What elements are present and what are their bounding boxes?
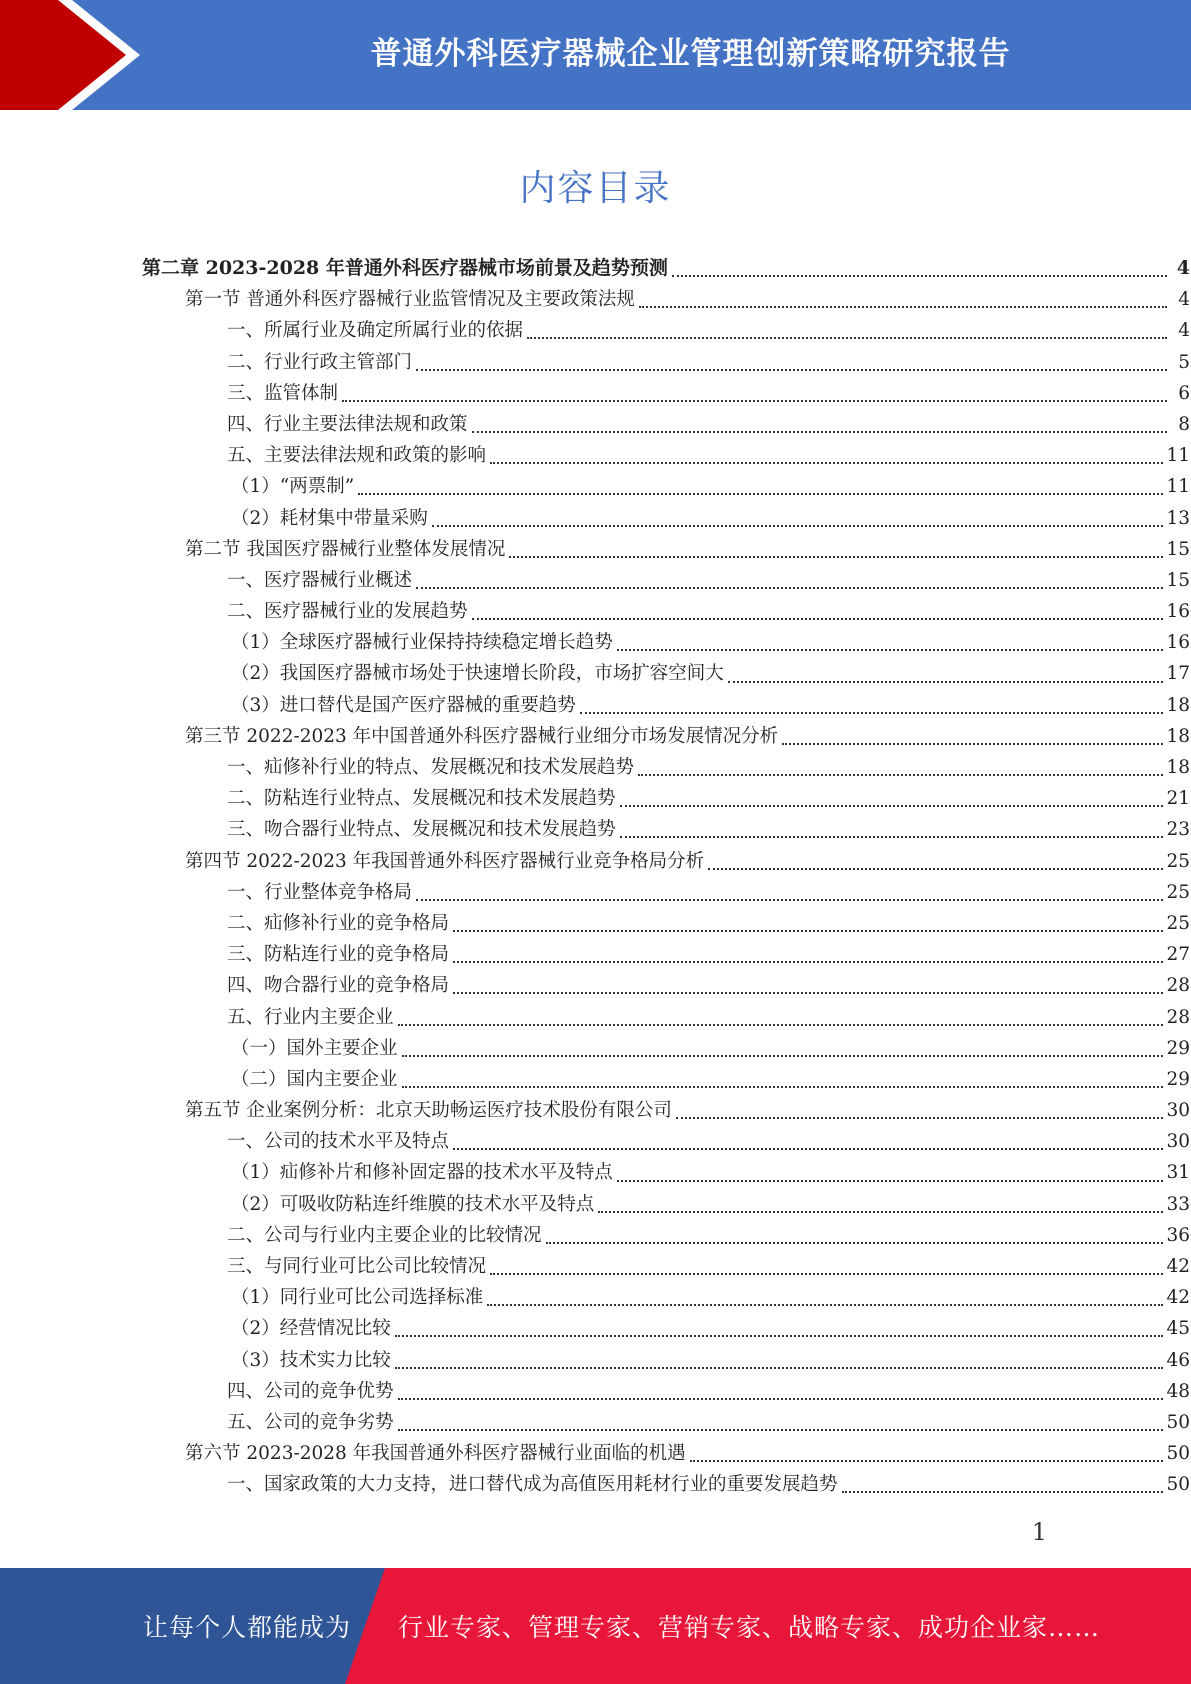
toc-entry-page: 31 xyxy=(1166,1162,1190,1184)
toc-entry-title: 一、行业整体竞争格局 xyxy=(227,881,413,903)
toc-entry-title: （2）耗材集中带量采购 xyxy=(231,507,428,529)
toc-entry-title: 第三节 2022-2023 年中国普通外科医疗器械行业细分市场发展情况分析 xyxy=(185,725,779,747)
toc-dot-leader xyxy=(453,1147,1163,1150)
toc-dot-leader xyxy=(620,804,1164,807)
toc-dot-leader xyxy=(676,1116,1164,1119)
toc-entry[interactable] xyxy=(0,721,1190,752)
toc-entry[interactable] xyxy=(0,347,1190,378)
toc-entry[interactable] xyxy=(0,1438,1190,1469)
toc-entry[interactable] xyxy=(0,565,1190,596)
toc-entry[interactable] xyxy=(0,409,1190,440)
toc-entry-title: 一、国家政策的大力支持，进口替代成为高值医用耗材行业的重要发展趋势 xyxy=(227,1474,838,1496)
toc-entry-title: 五、行业内主要企业 xyxy=(227,1006,394,1028)
toc-dot-leader xyxy=(638,773,1163,776)
toc-entry[interactable] xyxy=(0,627,1190,658)
toc-entry[interactable] xyxy=(0,1189,1190,1220)
toc-entry[interactable] xyxy=(0,503,1190,534)
toc-entry-page: 48 xyxy=(1166,1380,1190,1402)
toc-entry[interactable] xyxy=(0,1469,1190,1500)
toc-entry-title: （2）我国医疗器械市场处于快速增长阶段，市场扩容空间大 xyxy=(231,663,724,685)
toc-entry-page: 45 xyxy=(1166,1318,1190,1340)
toc-entry[interactable] xyxy=(0,970,1190,1001)
toc-entry[interactable] xyxy=(0,1345,1190,1376)
toc-entry-page: 33 xyxy=(1166,1193,1190,1215)
toc-entry[interactable] xyxy=(0,783,1190,814)
footer-slogan-right: 行业专家、管理专家、营销专家、战略专家、成功企业家…… xyxy=(398,1613,1101,1642)
table-of-contents xyxy=(0,253,1191,1501)
toc-entry-title: 一、疝修补行业的特点、发展概况和技术发展趋势 xyxy=(227,757,635,778)
toc-dot-leader xyxy=(398,1397,1164,1400)
toc-entry-title: 三、防粘连行业的竞争格局 xyxy=(227,944,450,966)
toc-entry-page: 6 xyxy=(1178,382,1190,404)
toc-entry[interactable] xyxy=(0,846,1190,877)
toc-entry-page: 15 xyxy=(1166,538,1190,560)
toc-entry[interactable] xyxy=(0,939,1190,970)
toc-entry[interactable] xyxy=(0,471,1190,502)
toc-dot-leader xyxy=(617,1179,1164,1182)
toc-entry[interactable] xyxy=(0,284,1190,315)
toc-entry[interactable] xyxy=(0,315,1190,346)
toc-dot-leader xyxy=(708,867,1163,870)
toc-entry-title: （3）进口替代是国产医疗器械的重要趋势 xyxy=(231,694,576,716)
footer-slogan-left: 让每个人都能成为 xyxy=(143,1613,352,1642)
toc-dot-leader xyxy=(342,399,1167,402)
toc-entry-title: 三、监管体制 xyxy=(227,382,339,404)
toc-entry-title: 第一节 普通外科医疗器械行业监管情况及主要政策法规 xyxy=(185,289,635,311)
toc-entry-title: 四、公司的竞争优势 xyxy=(227,1380,394,1402)
toc-entry-page: 36 xyxy=(1166,1224,1190,1246)
toc-entry-page: 25 xyxy=(1166,912,1190,934)
toc-entry[interactable] xyxy=(0,440,1190,471)
toc-entry[interactable] xyxy=(0,1126,1190,1157)
toc-dot-leader xyxy=(527,336,1167,339)
toc-entry-title: 一、所属行业及确定所属行业的依据 xyxy=(227,320,524,342)
toc-entry-page: 21 xyxy=(1166,788,1190,810)
toc-entry-page: 30 xyxy=(1166,1100,1190,1122)
toc-dot-leader xyxy=(402,1085,1164,1088)
toc-entry-title: （2）经营情况比较 xyxy=(231,1318,391,1340)
toc-entry[interactable] xyxy=(0,1376,1190,1407)
toc-dot-leader xyxy=(453,960,1163,963)
report-title: 普通外科医疗器械企业管理创新策略研究报告 xyxy=(370,35,1011,72)
footer-banner xyxy=(0,1568,1191,1684)
toc-entry-page: 30 xyxy=(1166,1131,1190,1153)
toc-entry-title: 五、主要法律法规和政策的影响 xyxy=(227,445,487,467)
toc-dot-leader xyxy=(453,991,1163,994)
toc-dot-leader xyxy=(487,1303,1163,1306)
toc-dot-leader xyxy=(842,1490,1164,1493)
toc-entry-title: （二）国内主要企业 xyxy=(231,1068,398,1090)
toc-entry-title: 三、吻合器行业特点、发展概况和技术发展趋势 xyxy=(227,819,616,841)
toc-dot-leader xyxy=(782,742,1163,745)
toc-entry-title: （1）疝修补片和修补固定器的技术水平及特点 xyxy=(231,1162,613,1184)
toc-entry[interactable] xyxy=(0,1407,1190,1438)
toc-dot-leader xyxy=(358,492,1163,495)
toc-entry-page: 17 xyxy=(1166,663,1190,685)
toc-dot-leader xyxy=(398,1023,1164,1026)
toc-entry-page: 29 xyxy=(1166,1068,1190,1090)
toc-dot-leader xyxy=(690,1459,1164,1462)
toc-entry-title: （2）可吸收防粘连纤维膜的技术水平及特点 xyxy=(231,1193,595,1215)
toc-entry-page: 46 xyxy=(1166,1349,1190,1371)
toc-dot-leader xyxy=(580,711,1164,714)
toc-entry[interactable] xyxy=(0,1002,1190,1033)
toc-entry[interactable] xyxy=(0,1157,1190,1188)
toc-entry-page: 25 xyxy=(1166,850,1190,872)
toc-entry[interactable] xyxy=(0,1251,1190,1282)
toc-entry-page: 13 xyxy=(1166,507,1190,529)
header-banner xyxy=(0,0,1191,110)
toc-entry-title: 二、疝修补行业的竞争格局 xyxy=(227,912,450,934)
toc-entry-page: 4 xyxy=(1176,257,1190,279)
toc-entry[interactable] xyxy=(0,877,1190,908)
toc-entry-page: 11 xyxy=(1166,476,1190,498)
toc-entry-page: 11 xyxy=(1166,445,1190,467)
toc-entry-title: 四、吻合器行业的竞争格局 xyxy=(227,975,450,997)
toc-entry-page: 25 xyxy=(1166,881,1190,903)
toc-entry-page: 50 xyxy=(1166,1443,1190,1465)
toc-entry[interactable] xyxy=(0,378,1190,409)
toc-entry[interactable] xyxy=(0,814,1190,845)
toc-dot-leader xyxy=(546,1241,1164,1244)
toc-entry-title: 一、医疗器械行业概述 xyxy=(227,569,413,591)
toc-dot-leader xyxy=(639,305,1167,308)
toc-dot-leader xyxy=(453,929,1163,932)
toc-entry-title: （1）“两票制” xyxy=(231,476,355,498)
toc-entry-title: （1）全球医疗器械行业保持持续稳定增长趋势 xyxy=(231,632,613,654)
toc-entry-title: 二、医疗器械行业的发展趋势 xyxy=(227,601,468,623)
toc-entry-title: 第四节 2022-2023 年我国普通外科医疗器械行业竞争格局分析 xyxy=(185,850,705,872)
toc-dot-leader xyxy=(416,586,1163,589)
toc-entry-page: 27 xyxy=(1166,944,1190,966)
toc-dot-leader xyxy=(472,617,1164,620)
toc-entry[interactable] xyxy=(0,752,1190,783)
toc-entry-title: 四、行业主要法律法规和政策 xyxy=(227,413,468,435)
toc-entry-page: 5 xyxy=(1178,351,1190,373)
toc-entry-page: 4 xyxy=(1178,320,1190,342)
toc-dot-leader xyxy=(395,1334,1164,1337)
toc-entry-title: 第五节 企业案例分析：北京天助畅运医疗技术股份有限公司 xyxy=(185,1100,672,1122)
toc-entry-page: 29 xyxy=(1166,1037,1190,1059)
toc-dot-leader xyxy=(728,680,1164,683)
toc-entry-page: 50 xyxy=(1166,1411,1190,1433)
toc-entry-page: 18 xyxy=(1166,725,1190,747)
toc-dot-leader xyxy=(490,1272,1163,1275)
toc-entry-title: 二、行业行政主管部门 xyxy=(227,351,413,373)
toc-dot-leader xyxy=(620,835,1164,838)
page-number: 1 xyxy=(1031,1518,1047,1546)
toc-dot-leader xyxy=(509,555,1163,558)
toc-dot-leader xyxy=(672,274,1167,277)
toc-entry-title: 二、公司与行业内主要企业的比较情况 xyxy=(227,1224,542,1246)
toc-dot-leader xyxy=(617,648,1164,651)
toc-entry-title: 一、公司的技术水平及特点 xyxy=(227,1131,450,1153)
toc-entry-title: 第六节 2023-2028 年我国普通外科医疗器械行业面临的机遇 xyxy=(185,1443,686,1465)
toc-entry-page: 23 xyxy=(1166,819,1190,841)
toc-dot-leader xyxy=(416,898,1163,901)
toc-dot-leader xyxy=(395,1366,1164,1369)
toc-dot-leader xyxy=(598,1210,1163,1213)
toc-entry-title: （3）技术实力比较 xyxy=(231,1349,391,1371)
toc-entry-title: 五、公司的竞争劣势 xyxy=(227,1411,394,1433)
toc-entry-title: 三、与同行业可比公司比较情况 xyxy=(227,1256,487,1277)
toc-dot-leader xyxy=(490,461,1163,464)
toc-entry[interactable] xyxy=(0,658,1190,689)
toc-entry[interactable] xyxy=(0,1064,1190,1095)
toc-entry[interactable] xyxy=(0,1313,1190,1344)
toc-entry[interactable] xyxy=(0,596,1190,627)
toc-entry[interactable] xyxy=(0,1220,1190,1251)
toc-entry[interactable] xyxy=(0,534,1190,565)
toc-dot-leader xyxy=(402,1054,1164,1057)
toc-heading: 内容目录 xyxy=(519,168,672,209)
toc-entry-title: 二、防粘连行业特点、发展概况和技术发展趋势 xyxy=(227,788,616,810)
toc-entry-page: 50 xyxy=(1166,1474,1190,1496)
toc-entry-page: 42 xyxy=(1166,1287,1190,1309)
toc-entry-page: 28 xyxy=(1166,1006,1190,1028)
toc-entry[interactable] xyxy=(0,1282,1190,1313)
toc-entry[interactable] xyxy=(0,908,1190,939)
toc-dot-leader xyxy=(398,1428,1164,1431)
chevron-arrow-icon xyxy=(0,0,150,110)
toc-entry[interactable] xyxy=(0,690,1190,721)
toc-entry-page: 8 xyxy=(1178,413,1190,435)
toc-entry-title: （一）国外主要企业 xyxy=(231,1037,398,1059)
toc-entry-page: 42 xyxy=(1166,1256,1190,1277)
toc-entry-page: 18 xyxy=(1166,694,1190,716)
toc-entry-page: 18 xyxy=(1166,757,1190,778)
toc-entry-title: 第二章 2023-2028 年普通外科医疗器械市场前景及趋势预测 xyxy=(142,257,668,279)
toc-entry-title: （1）同行业可比公司选择标准 xyxy=(231,1287,484,1309)
toc-entry-page: 28 xyxy=(1166,975,1190,997)
toc-entry-page: 15 xyxy=(1166,569,1190,591)
toc-dot-leader xyxy=(472,430,1167,433)
toc-dot-leader xyxy=(432,524,1164,527)
toc-entry[interactable] xyxy=(0,1033,1190,1064)
toc-entry[interactable] xyxy=(0,1095,1190,1126)
toc-entry-page: 16 xyxy=(1166,632,1190,654)
toc-entry-title: 第二节 我国医疗器械行业整体发展情况 xyxy=(185,538,506,560)
toc-entry[interactable] xyxy=(0,253,1190,284)
toc-dot-leader xyxy=(416,368,1167,371)
toc-entry-page: 4 xyxy=(1178,289,1190,311)
toc-entry-page: 16 xyxy=(1166,601,1190,623)
